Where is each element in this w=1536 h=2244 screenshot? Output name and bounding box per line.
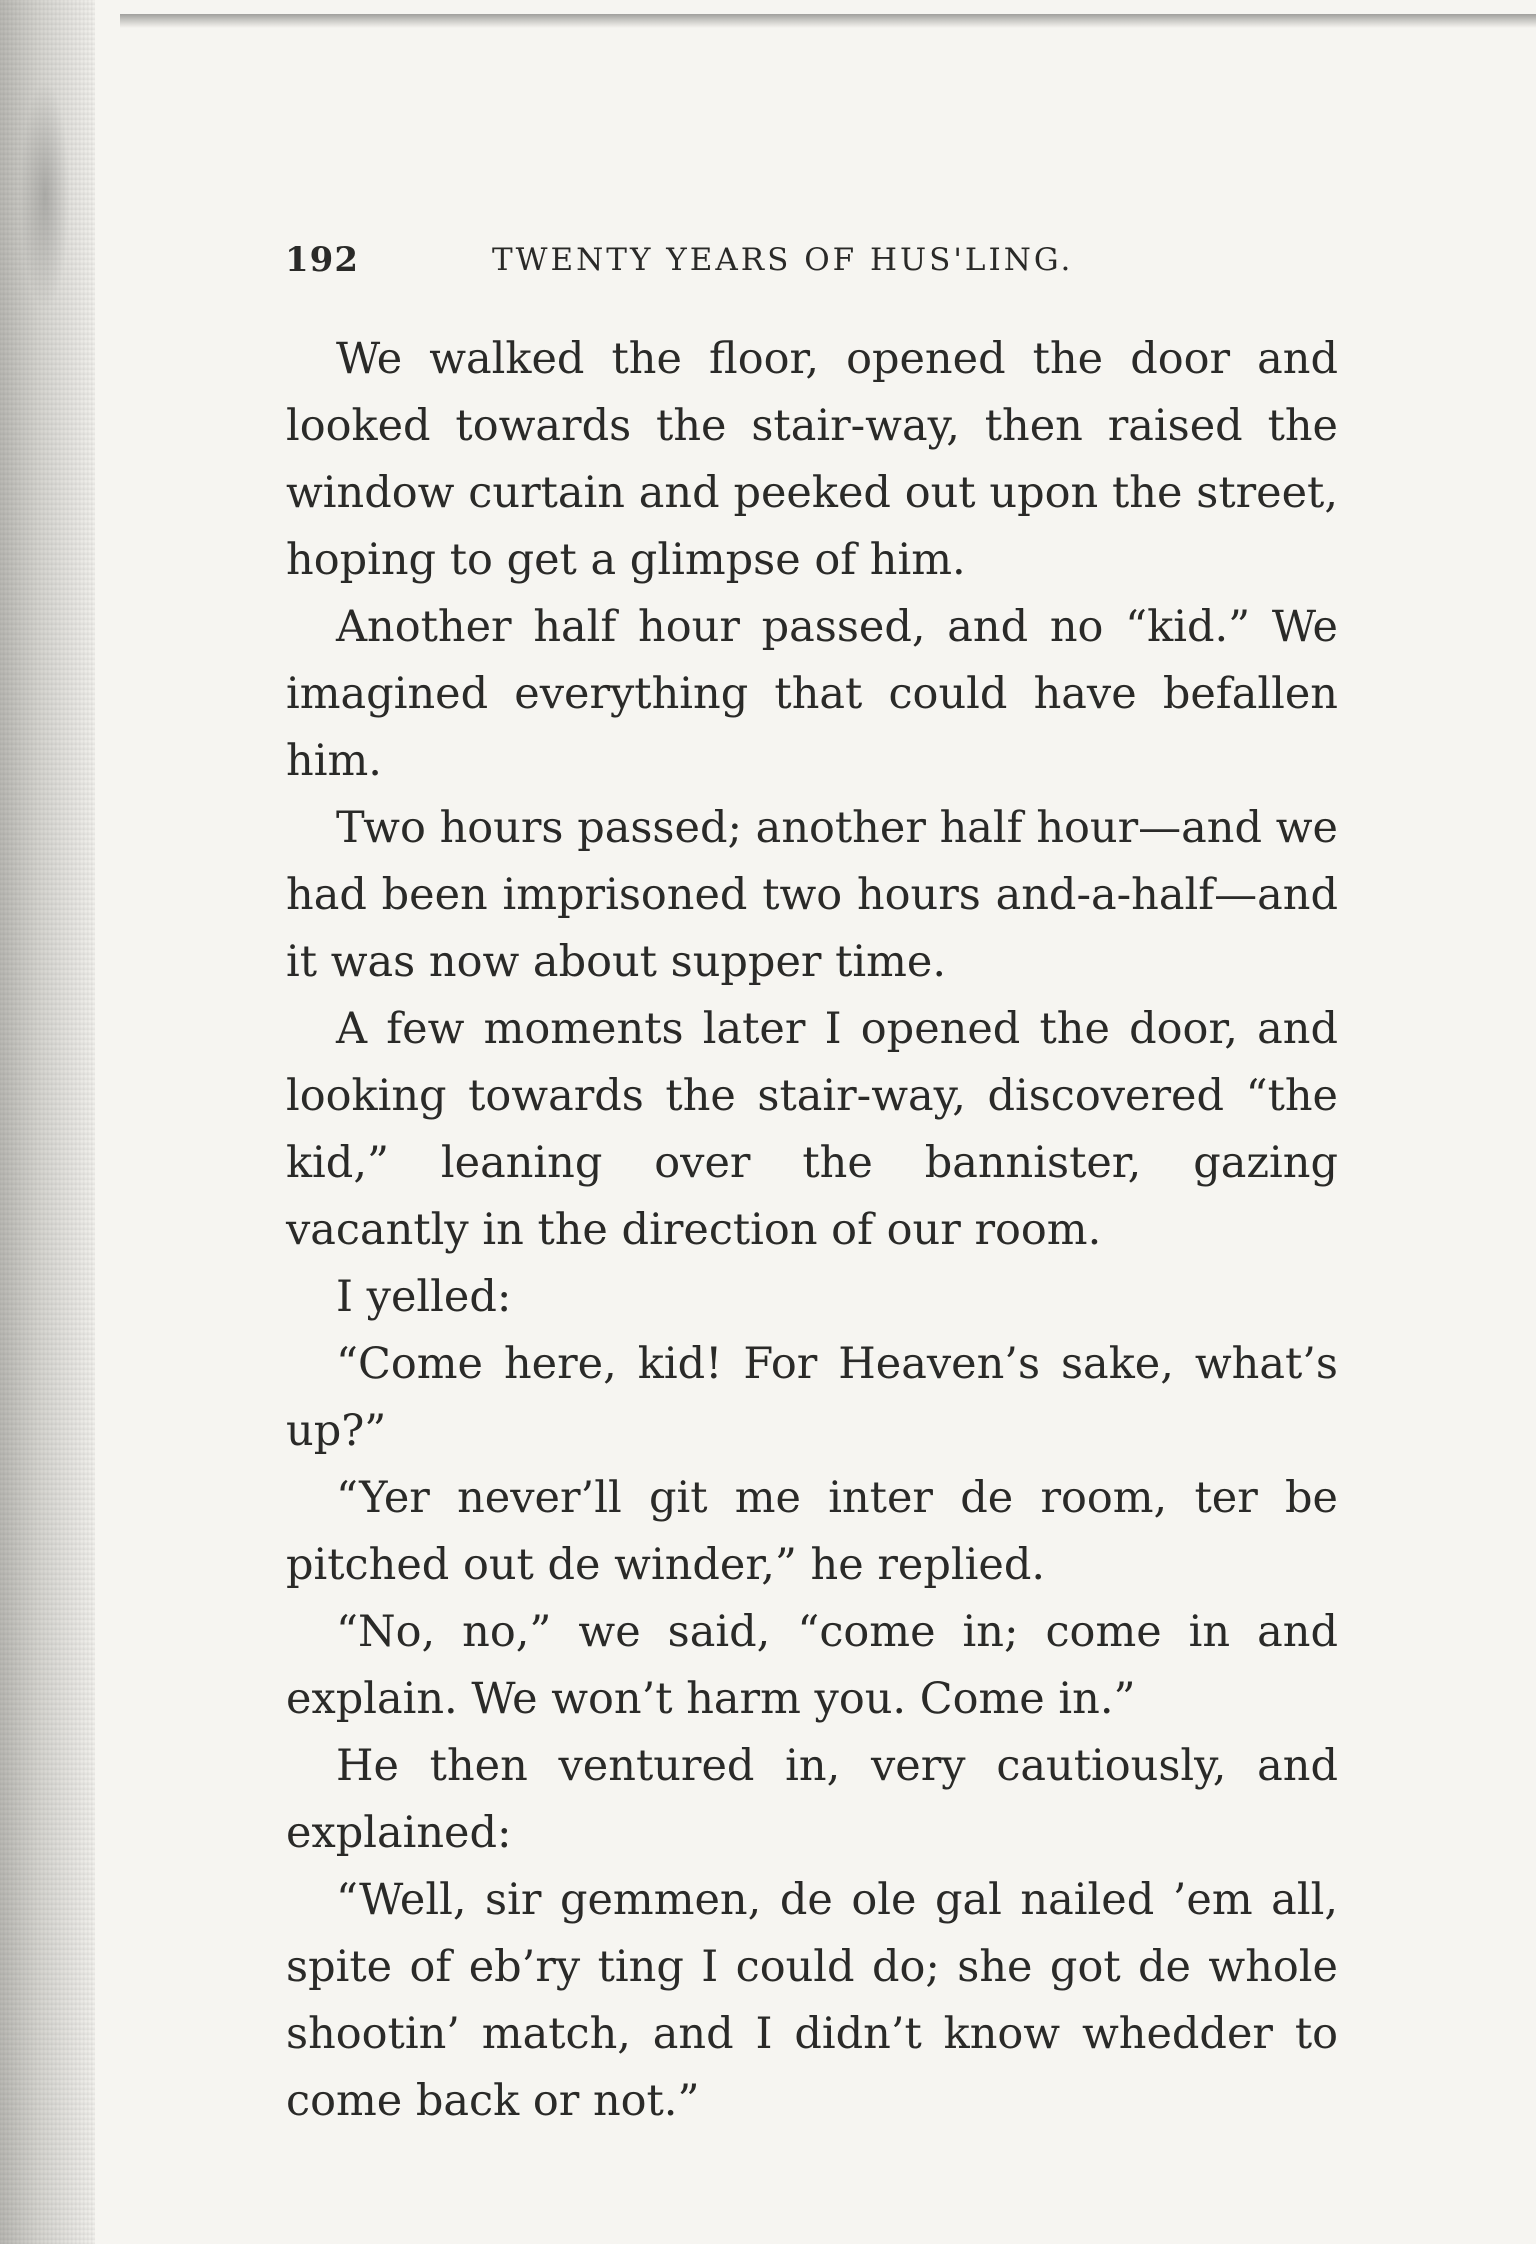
paragraph: I yelled: xyxy=(336,1272,512,1322)
paragraph: “Well, sir gemmen, de ole gal nailed ’em all, spite of eb’ry ting I could do; she got de whole shootin’ match, and I didn’t know whedder to come back or not.” xyxy=(286,1875,1338,2126)
paragraph: “Come here, kid! For Heaven’s sake, what’s up?” xyxy=(286,1339,1338,1456)
paragraph: “No, no,” we said, “come in; come in and explain. We won’t harm you. Come in.” xyxy=(286,1607,1338,1724)
page-left-edge-shadow xyxy=(0,0,95,2244)
paragraph: We walked the floor, opened the door and looked towards the stair-way, then raised the window curtain and peeked out upon the street, hoping to get a glimpse of him. xyxy=(286,334,1338,585)
page-header xyxy=(0,240,1536,290)
paragraph: A few moments later I opened the door, and looking towards the stair-way, discovered “the kid,” leaning over the bannister, gazing vacantly in the direction of our room. xyxy=(286,1004,1338,1255)
paragraph: Two hours passed; another half hour—and we had been imprisoned two hours and-a-half—and it was now about supper time. xyxy=(286,803,1338,987)
running-head: TWENTY YEARS OF HUS'LING. xyxy=(492,242,1074,278)
page-number: 192 xyxy=(285,240,359,280)
body-text xyxy=(286,326,1338,2135)
paragraph: Another half hour passed, and no “kid.” We imagined everything that could have befallen him. xyxy=(286,602,1338,786)
paragraph: “Yer never’ll git me inter de room, ter be pitched out de winder,” he replied. xyxy=(286,1473,1338,1590)
page-top-edge-shadow xyxy=(120,14,1536,28)
paragraph: He then ventured in, very cautiously, and explained: xyxy=(286,1741,1338,1858)
